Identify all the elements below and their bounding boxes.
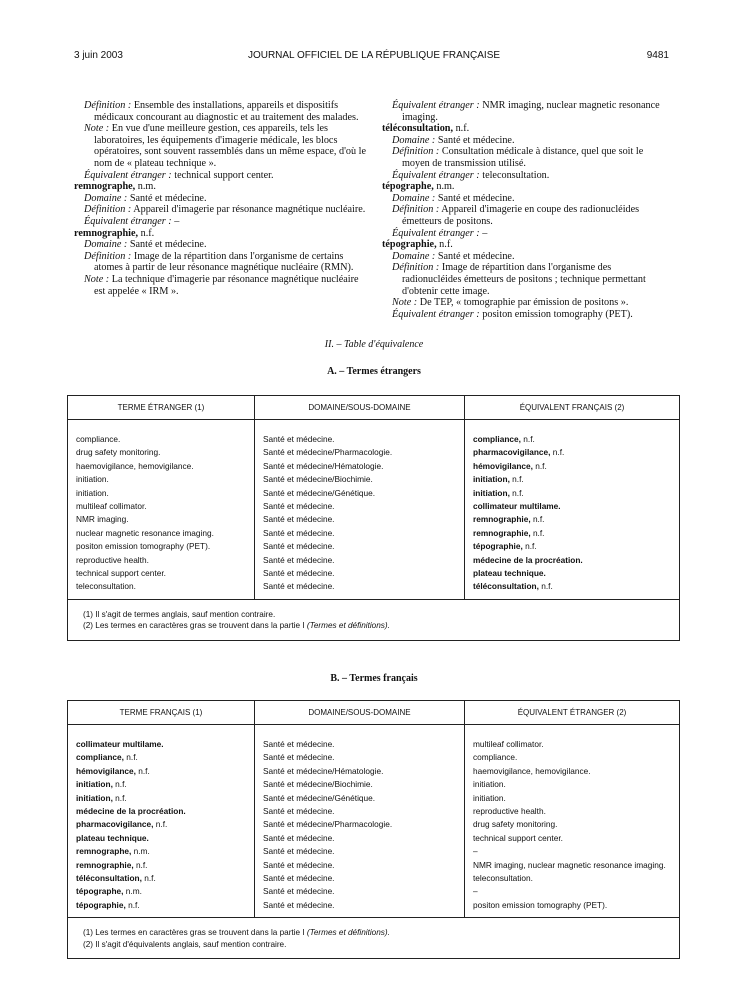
foreign-equivalent-column bbox=[465, 725, 680, 918]
section-title: II. – Table d'équivalence bbox=[324, 339, 424, 350]
note-line: Note : La technique d'imagerie par résonance magnétique nucléaire est appelée « IRM ». bbox=[84, 273, 359, 297]
domain-cell: Santé et médecine. bbox=[263, 541, 335, 552]
table-notes bbox=[68, 918, 680, 959]
french-term-cell: pharmacovigilance, n.f. bbox=[76, 819, 168, 830]
french-term-cell: tépographe, n.m. bbox=[76, 886, 142, 897]
domain-cell: Santé et médecine. bbox=[263, 846, 335, 857]
foreign-term-column bbox=[68, 420, 255, 600]
note-line: Note : En vue d'une meilleure gestion, ces appareils, tels les laboratoires, les équipements d'imagerie médicale, les blocs opératoires, sont souvent rassemblés dans un même espace, d'où le nom de « plateau technique ». bbox=[84, 123, 367, 169]
french-equivalent-cell: remnographie, n.f. bbox=[473, 527, 545, 538]
definition-line: Définition : Consultation médicale à distance, quel que soit le moyen de transmission utilisé. bbox=[392, 146, 644, 169]
definition-line: Définition : Appareil d'imagerie par résonance magnétique nucléaire. bbox=[84, 204, 366, 216]
definition-line: Définition : Appareil d'imagerie en coupe des radionucléides émetteurs de positons. bbox=[392, 204, 640, 227]
french-term-cell: hémovigilance, n.f. bbox=[76, 765, 150, 776]
domain-cell: Santé et médecine/Pharmacologie. bbox=[263, 447, 393, 458]
domain-line: Domaine : Santé et médecine. bbox=[84, 192, 207, 204]
foreign-term-cell: nuclear magnetic resonance imaging. bbox=[76, 527, 214, 538]
foreign-term-cell: multileaf collimator. bbox=[76, 501, 147, 512]
column-header: DOMAINE/SOUS-DOMAINE bbox=[255, 701, 465, 725]
domain-cell: Santé et médecine. bbox=[263, 899, 335, 910]
equivalent-line: Équivalent étranger : NMR imaging, nuclear magnetic resonance imaging. bbox=[392, 100, 660, 123]
equivalent-line: Équivalent étranger : teleconsultation. bbox=[392, 169, 550, 181]
french-equivalent-cell: initiation, n.f. bbox=[473, 487, 524, 498]
page-header bbox=[0, 50, 748, 66]
domain-cell: Santé et médecine. bbox=[263, 501, 335, 512]
term-remnographie: remnographie, n.f. bbox=[74, 227, 155, 239]
table-a-title: A. – Termes étrangers bbox=[327, 366, 421, 377]
foreign-equivalent-cell: initiation. bbox=[473, 779, 506, 790]
domain-cell: Santé et médecine. bbox=[263, 568, 335, 579]
column-header: TERME ÉTRANGER (1) bbox=[68, 396, 255, 420]
table-note: (2) Les termes en caractères gras se trouvent dans la partie I (Termes et définitions). bbox=[83, 621, 390, 631]
domain-cell: Santé et médecine. bbox=[263, 832, 335, 843]
foreign-term-cell: teleconsultation. bbox=[76, 581, 136, 592]
term-tepographie: tépographie, n.f. bbox=[382, 239, 453, 251]
domain-cell: Santé et médecine/Pharmacologie. bbox=[263, 819, 393, 830]
domain-cell: Santé et médecine. bbox=[263, 886, 335, 897]
table-note: (1) Il s'agit de termes anglais, sauf mention contraire. bbox=[83, 609, 276, 619]
domain-line: Domaine : Santé et médecine. bbox=[392, 192, 515, 204]
domain-column bbox=[255, 420, 465, 600]
french-equivalent-cell: téléconsultation, n.f. bbox=[473, 581, 553, 592]
french-equivalent-cell: tépographie, n.f. bbox=[473, 541, 537, 552]
column-header: TERME FRANÇAIS (1) bbox=[68, 701, 255, 725]
header-page-number: 9481 bbox=[646, 50, 669, 61]
domain-cell: Santé et médecine/Hématologie. bbox=[263, 460, 384, 471]
term-teleconsultation: téléconsultation, n.f. bbox=[382, 123, 470, 135]
french-term-cell: collimateur multilame. bbox=[76, 739, 164, 749]
foreign-term-cell: technical support center. bbox=[76, 568, 166, 579]
domain-cell: Santé et médecine. bbox=[263, 859, 335, 870]
table-notes bbox=[68, 599, 680, 640]
foreign-term-cell: initiation. bbox=[76, 474, 109, 485]
french-equivalent-cell: médecine de la procréation. bbox=[473, 554, 583, 565]
french-term-cell: compliance, n.f. bbox=[76, 752, 138, 763]
foreign-equivalent-cell: initiation. bbox=[473, 792, 506, 803]
french-term-cell: remnographe, n.m. bbox=[76, 846, 150, 857]
foreign-equivalent-cell: NMR imaging, nuclear magnetic resonance imaging. bbox=[473, 859, 666, 870]
french-equivalent-cell: plateau technique. bbox=[473, 568, 546, 579]
equivalent-line: Équivalent étranger : – bbox=[392, 227, 488, 239]
french-equivalent-cell: pharmacovigilance, n.f. bbox=[473, 447, 565, 458]
domain-cell: Santé et médecine. bbox=[263, 581, 335, 592]
foreign-term-cell: positon emission tomography (PET). bbox=[76, 541, 211, 552]
french-equivalent-cell: remnographie, n.f. bbox=[473, 514, 545, 525]
french-term-cell: plateau technique. bbox=[76, 832, 149, 843]
table-note: (2) Il s'agit d'équivalents anglais, sauf mention contraire. bbox=[83, 939, 287, 949]
french-term-cell: tépographie, n.f. bbox=[76, 899, 140, 910]
table-foreign-terms bbox=[67, 395, 680, 641]
french-equivalent-cell: collimateur multilame. bbox=[473, 501, 561, 512]
french-term-column bbox=[68, 725, 255, 918]
foreign-term-cell: compliance. bbox=[76, 434, 121, 444]
french-term-cell: remnographie, n.f. bbox=[76, 859, 148, 870]
term-tepographe: tépographe, n.m. bbox=[382, 181, 455, 193]
equivalent-line: Équivalent étranger : – bbox=[84, 215, 180, 227]
french-term-cell: initiation, n.f. bbox=[76, 792, 127, 803]
definition-line: Définition : Ensemble des installations, appareils et dispositifs médicaux concourant au diagnostic et au traitement des malades. bbox=[84, 100, 359, 123]
domain-line: Domaine : Santé et médecine. bbox=[84, 239, 207, 251]
foreign-equivalent-cell: positon emission tomography (PET). bbox=[473, 899, 608, 910]
french-term-cell: initiation, n.f. bbox=[76, 779, 127, 790]
foreign-equivalent-cell: – bbox=[473, 886, 478, 897]
foreign-equivalent-cell: compliance. bbox=[473, 752, 518, 763]
domain-cell: Santé et médecine. bbox=[263, 873, 335, 884]
foreign-equivalent-cell: drug safety monitoring. bbox=[473, 819, 558, 830]
left-column bbox=[74, 100, 366, 297]
domain-cell: Santé et médecine. bbox=[263, 554, 335, 565]
foreign-equivalent-cell: haemovigilance, hemovigilance. bbox=[473, 765, 591, 776]
foreign-equivalent-cell: technical support center. bbox=[473, 832, 563, 843]
table-b-title: B. – Termes français bbox=[330, 673, 418, 684]
foreign-term-cell: drug safety monitoring. bbox=[76, 447, 161, 458]
domain-cell: Santé et médecine/Biochimie. bbox=[263, 779, 373, 790]
foreign-term-cell: initiation. bbox=[76, 487, 109, 498]
french-equivalent-column bbox=[465, 420, 680, 600]
domain-cell: Santé et médecine/Génétique. bbox=[263, 792, 376, 803]
domain-line: Domaine : Santé et médecine. bbox=[392, 134, 515, 146]
domain-cell: Santé et médecine. bbox=[263, 739, 335, 749]
foreign-term-cell: haemovigilance, hemovigilance. bbox=[76, 460, 194, 471]
table-french-terms bbox=[67, 700, 680, 959]
domain-cell: Santé et médecine/Hématologie. bbox=[263, 765, 384, 776]
column-header: ÉQUIVALENT FRANÇAIS (2) bbox=[465, 396, 680, 420]
foreign-equivalent-cell: reproductive health. bbox=[473, 806, 546, 817]
equivalent-line: Équivalent étranger : positon emission tomography (PET). bbox=[392, 308, 633, 320]
domain-column bbox=[255, 725, 465, 918]
header-title: JOURNAL OFFICIEL DE LA RÉPUBLIQUE FRANÇAISE bbox=[247, 50, 501, 61]
french-equivalent-cell: hémovigilance, n.f. bbox=[473, 460, 547, 471]
domain-cell: Santé et médecine. bbox=[263, 752, 335, 763]
header-date: 3 juin 2003 bbox=[74, 50, 123, 61]
domain-cell: Santé et médecine. bbox=[263, 527, 335, 538]
definition-line: Définition : Image de répartition dans l'organisme des radionucléides émetteurs de positons ; technique permettant d'obtenir cette image. bbox=[392, 262, 646, 297]
domain-cell: Santé et médecine. bbox=[263, 806, 335, 817]
domain-cell: Santé et médecine. bbox=[263, 434, 335, 444]
foreign-equivalent-cell: teleconsultation. bbox=[473, 873, 533, 884]
table-note: (1) Les termes en caractères gras se trouvent dans la partie I (Termes et définitions). bbox=[83, 928, 390, 938]
term-remnographe: remnographe, n.m. bbox=[74, 181, 156, 193]
french-term-cell: téléconsultation, n.f. bbox=[76, 873, 156, 884]
foreign-term-cell: NMR imaging. bbox=[76, 514, 129, 525]
domain-cell: Santé et médecine/Biochimie. bbox=[263, 474, 373, 485]
column-header: DOMAINE/SOUS-DOMAINE bbox=[255, 396, 465, 420]
domain-line: Domaine : Santé et médecine. bbox=[392, 250, 515, 262]
column-header: ÉQUIVALENT ÉTRANGER (2) bbox=[465, 701, 680, 725]
domain-cell: Santé et médecine. bbox=[263, 514, 335, 525]
foreign-equivalent-cell: multileaf collimator. bbox=[473, 739, 544, 749]
equivalent-line: Équivalent étranger : technical support center. bbox=[84, 169, 274, 181]
domain-cell: Santé et médecine/Génétique. bbox=[263, 487, 376, 498]
french-equivalent-cell: compliance, n.f. bbox=[473, 434, 535, 444]
foreign-equivalent-cell: – bbox=[473, 846, 478, 857]
right-column bbox=[382, 100, 672, 320]
note-line: Note : De TEP, « tomographie par émission de positons ». bbox=[392, 297, 629, 309]
french-equivalent-cell: initiation, n.f. bbox=[473, 474, 524, 485]
foreign-term-cell: reproductive health. bbox=[76, 554, 149, 565]
definition-line: Définition : Image de la répartition dans l'organisme de certains atomes à partir de leur résonance magnétique nucléaire (RMN). bbox=[84, 250, 354, 274]
french-term-cell: médecine de la procréation. bbox=[76, 806, 186, 817]
